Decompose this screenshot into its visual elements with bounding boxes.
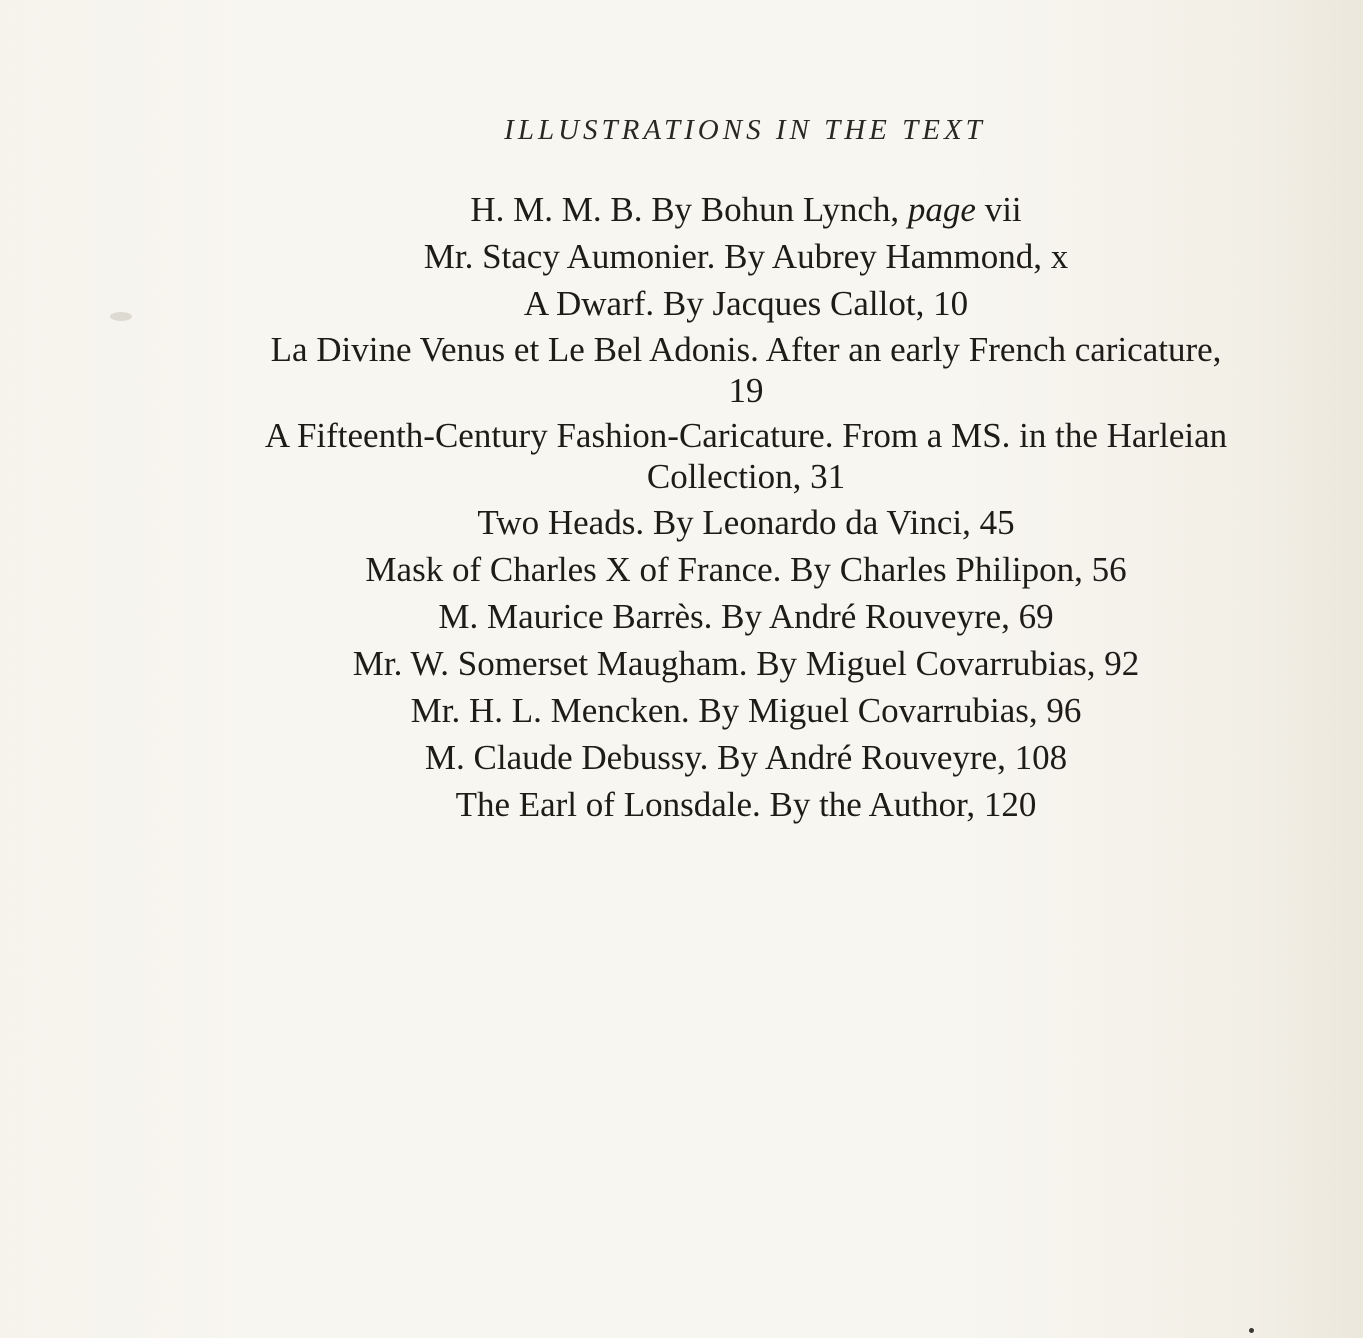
page-number: 56: [1091, 550, 1127, 589]
entry-text: H. M. M. B. By Bohun Lynch,: [470, 190, 900, 229]
page-label: page: [907, 190, 976, 229]
entry-text: A Dwarf. By Jacques Callot,: [523, 284, 925, 323]
list-item: [250, 188, 1242, 231]
page-number: 108: [1014, 738, 1068, 777]
list-item: [250, 783, 1242, 826]
list-item: [250, 282, 1242, 325]
page-number: 120: [983, 785, 1037, 824]
entry-text: M. Claude Debussy. By André Rouveyre,: [424, 738, 1006, 777]
entry-text: A Fifteenth-Century Fashion-Caricature. From a MS. in the Harleian Collection,: [264, 416, 1228, 496]
page-number: x: [1050, 237, 1069, 276]
list-item: [250, 548, 1242, 591]
entry-text: Mask of Charles X of France. By Charles Philipon,: [365, 550, 1083, 589]
list-item: [250, 501, 1242, 544]
page-number: 19: [728, 371, 764, 410]
list-item: [250, 689, 1242, 732]
entry-text: M. Maurice Barrès. By André Rouveyre,: [438, 597, 1010, 636]
entry-text: Mr. H. L. Mencken. By Miguel Covarrubias,: [410, 691, 1038, 730]
entry-text: Mr. Stacy Aumonier. By Aubrey Hammond,: [423, 237, 1043, 276]
entry-text: Two Heads. By Leonardo da Vinci,: [477, 503, 971, 542]
entry-text: The Earl of Lonsdale. By the Author,: [455, 785, 976, 824]
page-number: 10: [933, 284, 969, 323]
page-number: 31: [810, 457, 846, 496]
list-item: [250, 736, 1242, 779]
page-number: 45: [979, 503, 1015, 542]
list-item: [250, 595, 1242, 638]
page-number: 92: [1104, 644, 1140, 683]
page-number: 69: [1018, 597, 1054, 636]
paper-speck: [1249, 1328, 1254, 1333]
list-item: [250, 642, 1242, 685]
list-item: [250, 415, 1242, 497]
paper-speck: [110, 312, 132, 321]
list-item: [250, 329, 1242, 411]
list-item: [250, 235, 1242, 278]
page-number: 96: [1046, 691, 1082, 730]
entry-text: La Divine Venus et Le Bel Adonis. After an early French caricature,: [270, 330, 1222, 369]
page-number: vii: [984, 190, 1022, 229]
section-heading: ILLUSTRATIONS IN THE TEXT: [504, 114, 986, 146]
entry-text: Mr. W. Somerset Maugham. By Miguel Covarrubias,: [352, 644, 1096, 683]
illustrations-list: [250, 188, 1242, 830]
